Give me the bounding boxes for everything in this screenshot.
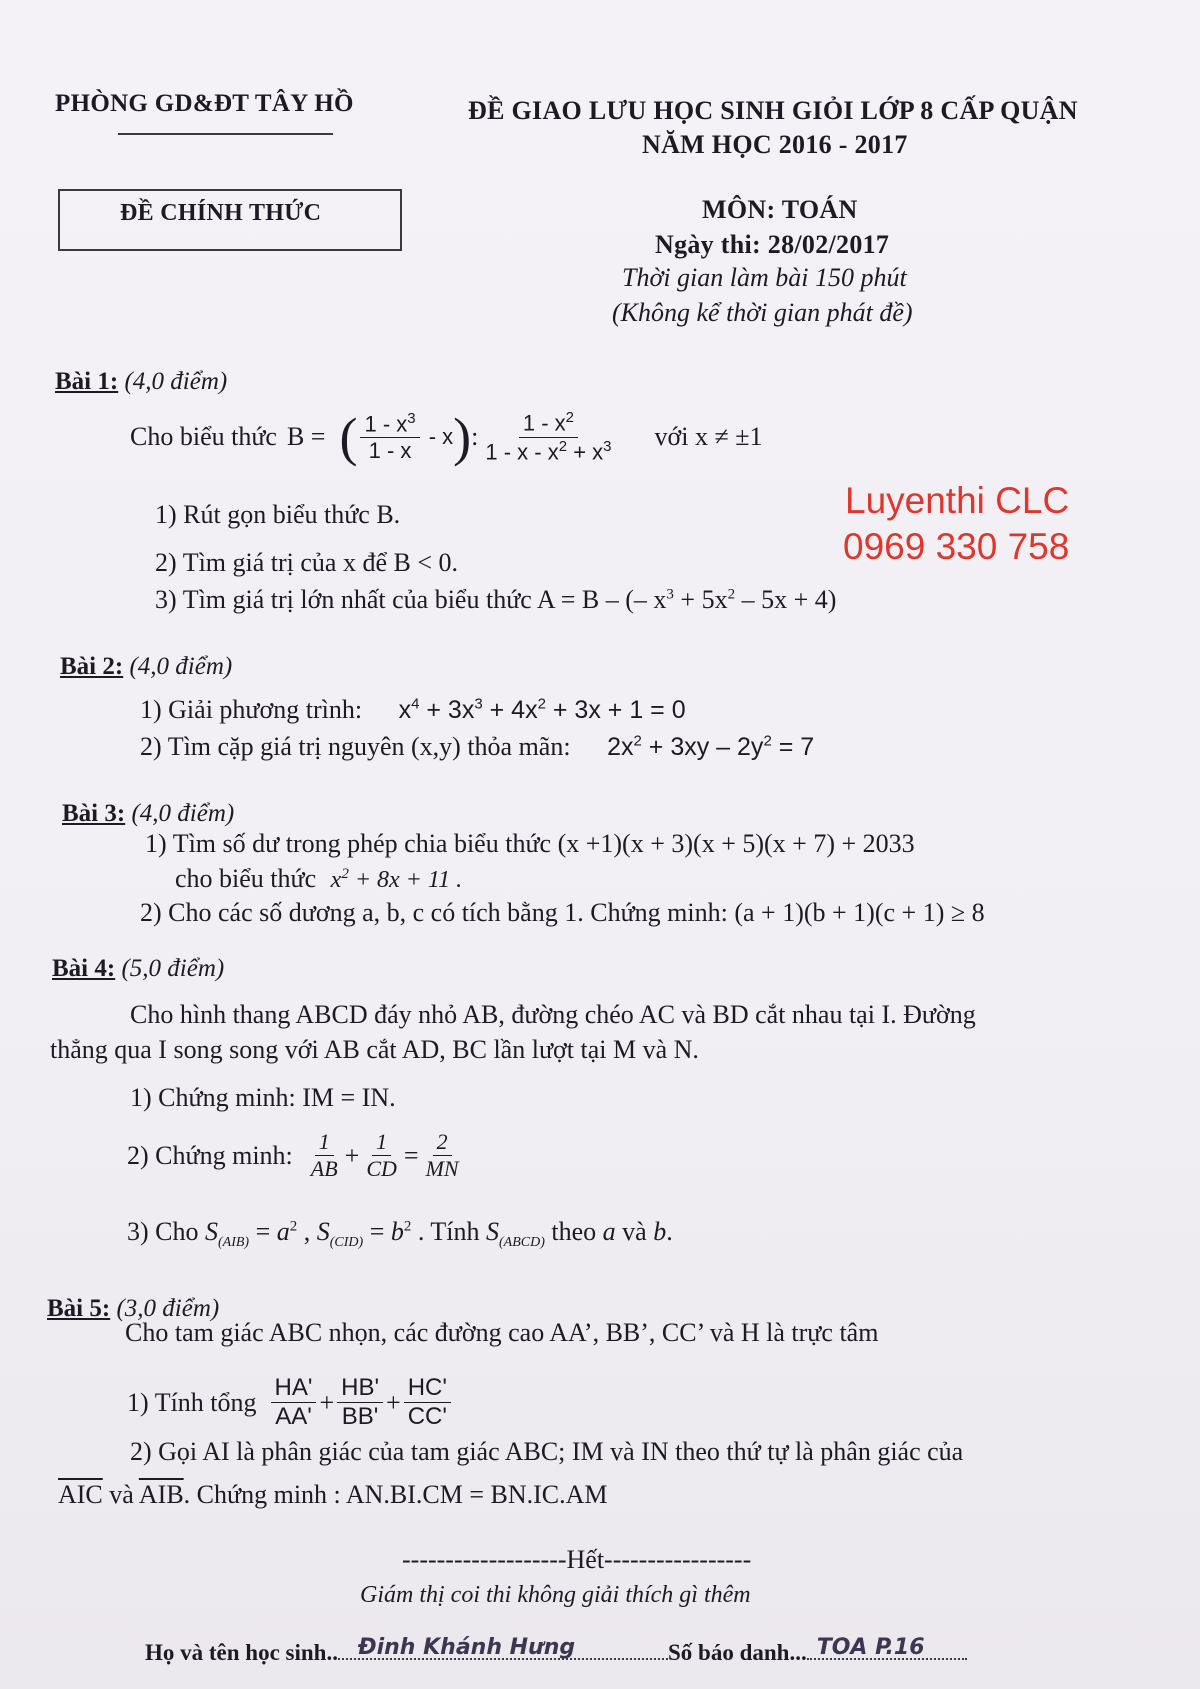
problem-1-heading — [55, 368, 227, 396]
problem-4-item-3: 3) Cho $S_{(AIB)} = a^2$ , $S_{(CID)} = b^2$ . Tính $S_{(ABCD)}$ theo a và b. — [127, 1217, 673, 1251]
problem-2-item-2-text: 2) Tìm cặp giá trị nguyên (x,y) thỏa mãn: — [140, 732, 571, 761]
problem-4-label: Bài 4: — [52, 955, 116, 982]
duration: Thời gian làm bài 150 phút — [622, 263, 907, 292]
problem-1-condition: với x ≠ ±1 — [654, 422, 763, 452]
divisor-expression: $x^2 + 8x + 11$ . — [330, 866, 463, 893]
subject: MÔN: TOÁN — [702, 195, 858, 224]
school-year: NĂM HỌC 2016 - 2017 — [642, 130, 908, 159]
exam-date: Ngày thi: 28/02/2017 — [655, 230, 890, 259]
problem-2-label: Bài 2: — [60, 653, 124, 680]
equation-2: $2x^2 + 3xy - 2y^2 = 7$ — [607, 732, 815, 761]
problem-2-heading — [60, 653, 232, 681]
problem-1-label: Bài 1: — [55, 368, 119, 395]
fraction-ab: $\frac{1}{AB}$ — [310, 1129, 338, 1182]
problem-3-item-1: 1) Tìm số dư trong phép chia biểu thức (x +1)(x + 3)(x + 5)(x + 7) + 2033 — [145, 829, 915, 858]
angle-aic: $\overline{AIC}$ — [58, 1480, 103, 1509]
division-sign: : — [471, 422, 479, 452]
equation-1: $x^4 + 3x^3 + 4x^2 + 3x + 1 = 0$ — [398, 695, 686, 724]
problem-2-points: (4,0 điểm) — [129, 653, 233, 680]
student-name-handwriting: Đinh Khánh Hưng — [357, 1635, 576, 1660]
problem-4-heading — [52, 955, 224, 983]
problem-3-heading — [62, 800, 234, 828]
fraction-ha: $\frac{HA'}{AA'}$ — [271, 1375, 317, 1431]
problem-2-item-1 — [140, 695, 686, 725]
left-paren: ( — [339, 407, 358, 468]
problem-3-item-2: 2) Cho các số dương a, b, c có tích bằng 1. Chứng minh: (a + 1)(b + 1)(c + 1) ≥ 8 — [140, 898, 985, 927]
department-underline — [118, 133, 333, 135]
duration-note: (Không kể thời gian phát đề) — [612, 298, 913, 327]
end-marker: -------------------Hết----------------- — [402, 1545, 752, 1574]
problem-4-statement-line-2: thẳng qua I song song với AB cắt AD, BC lần lượt tại M và N. — [50, 1035, 699, 1064]
problem-3-points: (4,0 điểm) — [131, 800, 235, 827]
problem-4-item-1: 1) Chứng minh: IM = IN. — [130, 1083, 396, 1112]
problem-2-item-2 — [140, 732, 814, 762]
fraction-mn: $\frac{2}{MN}$ — [425, 1129, 459, 1182]
problem-1-item-1: 1) Rút gọn biểu thức B. — [155, 500, 401, 529]
problem-5-item-2-line-2: $\overline{AIC}$ và $\overline{AIB}$. Chứng minh : AN.BI.CM = BN.IC.AM — [58, 1480, 608, 1509]
problem-4-item-2: 2) Chứng minh: $\frac{1}{AB}$ + $\frac{1}{CD}$ = $\frac{2}{MN}$ — [127, 1130, 466, 1181]
fraction-1: $\frac{1 - x^3}{1 - x}$ — [360, 411, 419, 464]
fraction-cd: $\frac{1}{CD}$ — [366, 1129, 397, 1182]
problem-5-item-1: 1) Tính tổng $\frac{HA'}{AA'}$ + $\frac{HB'}{BB'}$ + $\frac{HC'}{CC'}$ — [127, 1375, 454, 1431]
student-name-field — [338, 1635, 668, 1660]
problem-5-item-1-text: 1) Tính tổng — [127, 1387, 257, 1417]
problem-3-label: Bài 3: — [62, 800, 126, 827]
exam-title: ĐỀ GIAO LƯU HỌC SINH GIỎI LỚP 8 CẤP QUẬN — [468, 96, 1078, 125]
problem-3-cont-text: cho biểu thức — [175, 864, 317, 893]
watermark-phone: 0969 330 758 — [843, 526, 1070, 567]
problem-1-intro: Cho biểu thức — [130, 422, 277, 452]
problem-1-item-2: 2) Tìm giá trị của x để B < 0. — [155, 548, 459, 577]
problem-1-item-3: 3) Tìm giá trị lớn nhất của biểu thức A = B – (– $x^3 + 5x^2 - 5x + 4$) — [155, 585, 837, 614]
problem-2-item-1-text: 1) Giải phương trình: — [140, 695, 363, 724]
fraction-2: $\frac{1 - x^2}{1 - x - x^2 + x^3}$ — [485, 409, 612, 464]
student-info-line — [145, 1635, 967, 1666]
watermark-name: Luyenthi CLC — [845, 480, 1070, 521]
problem-5-points: (3,0 điểm) — [116, 1295, 220, 1322]
angle-aib: $\overline{AIB}$ — [138, 1480, 184, 1509]
problem-4-statement-line-1: Cho hình thang ABCD đáy nhỏ AB, đường chéo AC và BD cắt nhau tại I. Đường — [130, 1000, 976, 1029]
student-name-label: Họ và tên học sinh.. — [145, 1640, 338, 1665]
candidate-number-label: Số báo danh... — [667, 1640, 807, 1665]
right-paren: ) — [453, 407, 472, 468]
department-name: PHÒNG GD&ĐT TÂY HỒ — [55, 90, 354, 117]
problem-4-points: (5,0 điểm) — [121, 955, 225, 982]
official-exam-label: ĐỀ CHÍNH THỨC — [120, 200, 322, 226]
problem-5-proof-text: . Chứng minh : AN.BI.CM = BN.IC.AM — [183, 1480, 608, 1509]
problem-4-item-2-text: 2) Chứng minh: — [127, 1140, 293, 1170]
problem-5-item-2-line-1: 2) Gọi AI là phân giác của tam giác ABC; IM và IN theo thứ tự là phân giác của — [130, 1437, 964, 1466]
problem-5-statement: Cho tam giác ABC nhọn, các đường cao AA’, BB’, CC’ và H là trực tâm — [125, 1318, 879, 1347]
proctor-note: Giám thị coi thi không giải thích gì thêm — [360, 1582, 751, 1608]
problem-3-item-1-cont — [175, 864, 462, 894]
candidate-number-field — [807, 1635, 967, 1660]
minus-x: - x — [422, 424, 454, 450]
problem-1-b-eq: B = — [286, 422, 326, 452]
problem-1-expression — [130, 407, 763, 468]
fraction-hb: $\frac{HB'}{BB'}$ — [337, 1375, 383, 1431]
fraction-hc: $\frac{HC'}{CC'}$ — [404, 1375, 451, 1431]
problem-5-label: Bài 5: — [47, 1295, 111, 1322]
candidate-number-handwriting: TOA P.16 — [816, 1635, 925, 1660]
problem-1-points: (4,0 điểm) — [124, 368, 228, 395]
